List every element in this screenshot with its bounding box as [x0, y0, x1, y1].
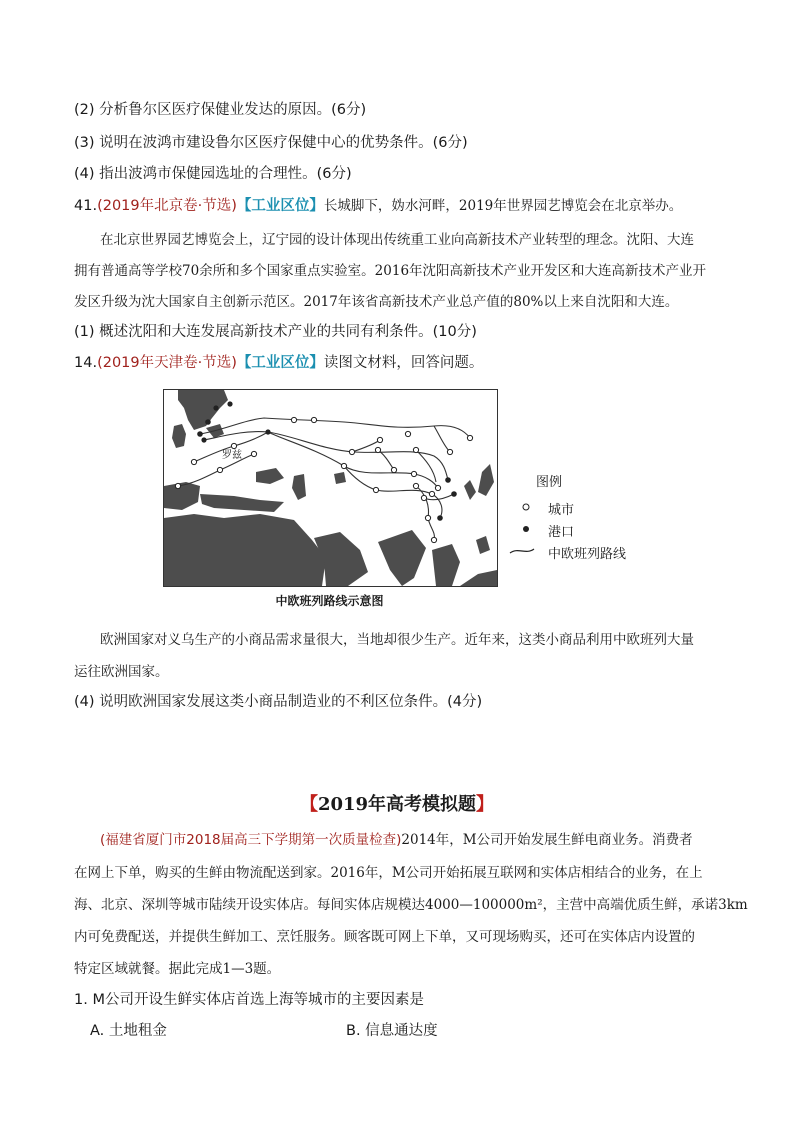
- q14-paragraph-line: 欧洲国家对义乌生产的小商品需求量很大，当地却很少生产。近年来，这类小商品利用中欧班列大量: [100, 632, 694, 648]
- question-intro: 长城脚下，妫水河畔，2019年世界园艺博览会在北京举办。: [323, 198, 683, 214]
- question-3: (3) 说明在波鸿市建设鲁尔区医疗保健中心的优势条件。(6分): [74, 135, 468, 151]
- section-title: 2019年高考模拟题: [317, 794, 477, 815]
- mock-question-1: 1. M公司开设生鲜实体店首选上海等城市的主要因素是: [74, 992, 424, 1008]
- mock-line: 在网上下单，购买的生鲜由物流配送到家。2016年，M公司开始拓展互联网和实体店相结合的业务，在上: [74, 865, 703, 881]
- legend-city-icon: [520, 501, 532, 513]
- legend-title: 图例: [536, 475, 563, 490]
- q41-paragraph-line: 拥有普通高等学校70余所和多个国家重点实验室。2016年沈阳高新技术产业开发区和大连高新技术产业开: [74, 263, 707, 279]
- section-heading: [0, 790, 794, 816]
- mock-source: (福建省厦门市2018届高三下学期第一次质量检查): [100, 832, 402, 848]
- map-graphic: [164, 390, 497, 586]
- legend-port-icon: [520, 523, 532, 535]
- mock-line: 海、北京、深圳等城市陆续开设实体店。每间实体店规模达4000—100000m²，主营中高端优质生鲜，承诺3km: [74, 897, 748, 913]
- question-4: (4) 指出波鸿市保健园选址的合理性。(6分): [74, 166, 352, 182]
- mock-line: 2014年，M公司开始发展生鲜电商业务。消费者: [401, 832, 693, 848]
- legend-route-icon: [508, 545, 536, 557]
- legend-route-label: 中欧班列路线: [548, 547, 627, 562]
- option-b[interactable]: B. 信息通达度: [346, 1023, 438, 1039]
- question-14-header: [74, 353, 483, 373]
- mock-line: 内可免费配送，并提供生鲜加工、烹饪服务。顾客既可网上下单，又可现场购买，还可在实体店内设置的: [74, 929, 695, 945]
- map-caption: 中欧班列路线示意图: [275, 594, 384, 608]
- mock-passage-first-line: [100, 830, 693, 850]
- q41-paragraph-line: 在北京世界园艺博览会上，辽宁园的设计体现出传统重工业向高新技术产业转型的理念。沈阳、大连: [100, 232, 694, 248]
- question-41-header: [74, 196, 682, 216]
- mock-line: 特定区域就餐。据此完成1—3题。: [74, 961, 281, 977]
- q14-subquestion-4: (4) 说明欧洲国家发展这类小商品制造业的不利区位条件。(4分): [74, 694, 483, 710]
- bracket-right: 】: [476, 794, 495, 815]
- map-label-lodz: 罗兹: [222, 450, 242, 461]
- question-2: (2) 分析鲁尔区医疗保健业发达的原因。(6分): [74, 102, 367, 118]
- question-intro: 读图文材料，回答问题。: [323, 355, 484, 371]
- option-a[interactable]: A. 土地租金: [90, 1023, 167, 1039]
- legend-port-label: 港口: [548, 525, 575, 540]
- question-source: (2019年北京卷·节选): [97, 198, 237, 214]
- question-number: 41.: [74, 198, 98, 214]
- bracket-left: 【: [299, 794, 318, 815]
- topic-tag: 【工业区位】: [236, 355, 324, 371]
- question-source: (2019年天津卷·节选): [97, 355, 237, 371]
- q41-paragraph-line: 发区升级为沈大国家自主创新示范区。2017年该省高新技术产业总产值的80%以上来自沈阳和大连。: [74, 294, 679, 310]
- legend-city-label: 城市: [548, 503, 575, 518]
- topic-tag: 【工业区位】: [236, 198, 324, 214]
- q14-paragraph-line: 运往欧洲国家。: [74, 664, 169, 680]
- q41-subquestion-1: (1) 概述沈阳和大连发展高新技术产业的共同有利条件。(10分): [74, 324, 477, 340]
- china-europe-railway-map: [163, 389, 498, 587]
- question-number: 14.: [74, 355, 98, 371]
